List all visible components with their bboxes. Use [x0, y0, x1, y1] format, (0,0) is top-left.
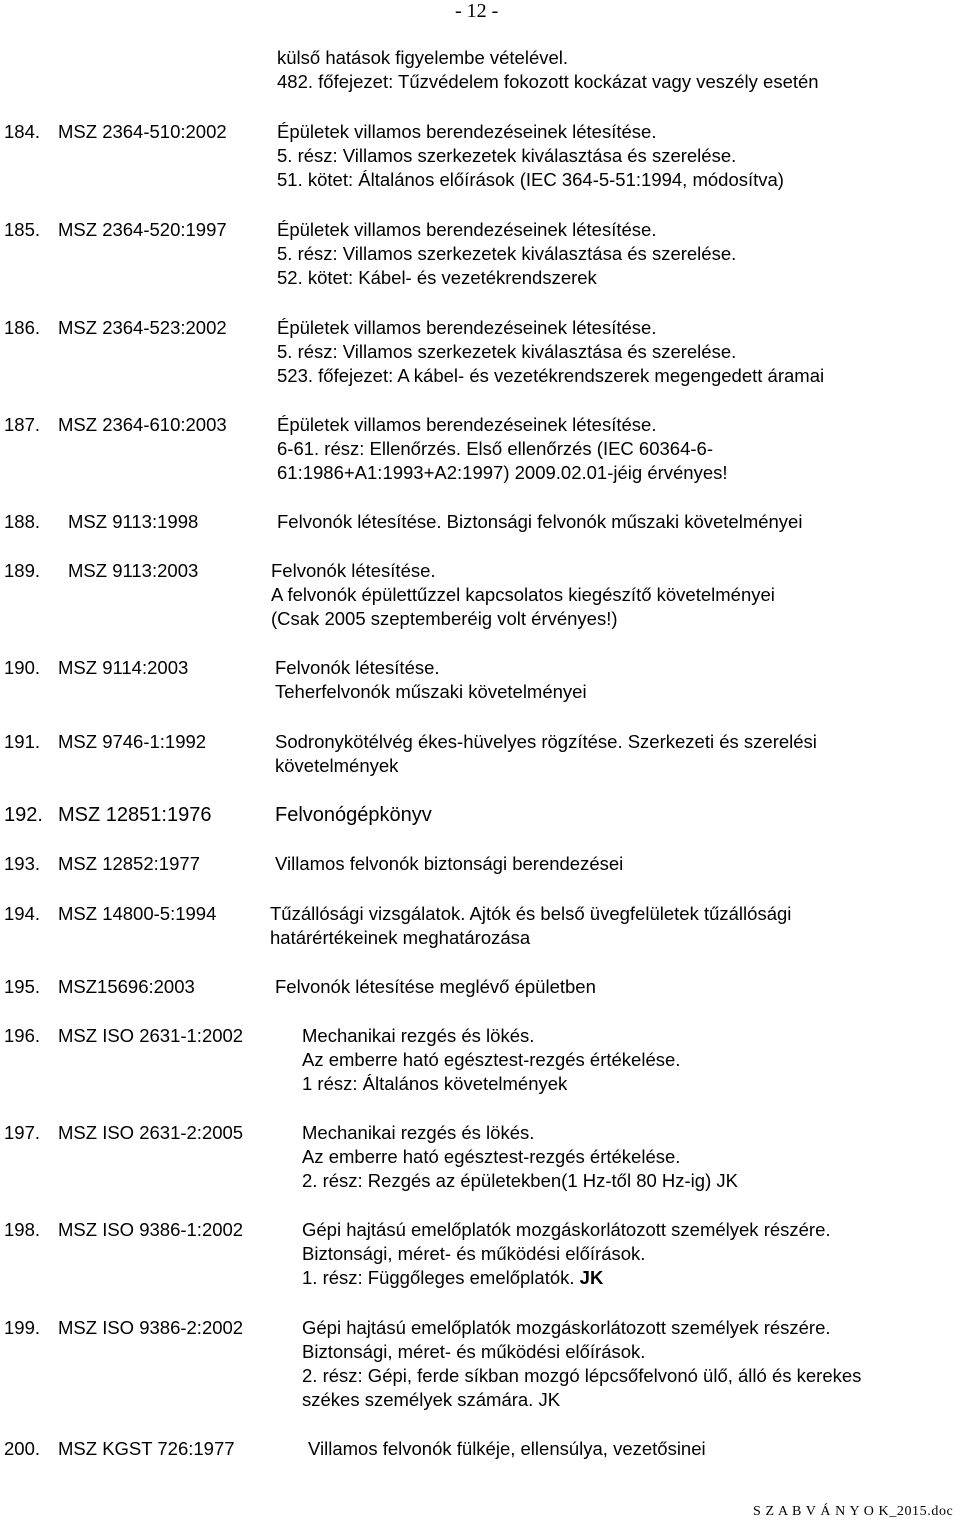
- standard-code: MSZ ISO 2631-2:2005: [58, 1122, 244, 1143]
- title-line: Felvonók létesítése. Biztonsági felvonók műszaki követelményei: [277, 511, 803, 532]
- continuation-line: 482. főfejezet: Tűzvédelem fokozott kockázat vagy veszély esetén: [277, 71, 819, 92]
- jk-mark: JK: [579, 1267, 604, 1288]
- title-line: (Csak 2005 szeptemberéig volt érvényes!): [271, 608, 618, 629]
- title-line: Biztonsági, méret- és működési előírások.: [302, 1243, 646, 1264]
- entry-number: 194.: [4, 903, 41, 924]
- title-line: 51. kötet: Általános előírások (IEC 364-5-51:1994, módosítva): [277, 169, 784, 190]
- title-line: Épületek villamos berendezéseinek létesítése.: [277, 121, 657, 142]
- standard-title: [302, 1218, 831, 1290]
- entry-number: 184.: [4, 121, 41, 142]
- continuation-text: [277, 46, 819, 94]
- standard-title: [270, 902, 791, 950]
- entry-number: 186.: [4, 317, 41, 338]
- entry-number: 200.: [4, 1438, 41, 1459]
- standard-code: MSZ 9114:2003: [58, 657, 189, 678]
- standard-code: MSZ 9113:1998: [68, 511, 199, 532]
- standard-title: [277, 413, 728, 485]
- entry-number: 195.: [4, 976, 41, 997]
- title-line: határértékeinek meghatározása: [270, 927, 531, 948]
- title-line: Villamos felvonók biztonsági berendezései: [275, 853, 624, 874]
- title-line: székes személyek számára. JK: [302, 1389, 561, 1410]
- continuation-line: külső hatások figyelembe vételével.: [277, 47, 569, 68]
- entry-number: 198.: [4, 1219, 41, 1240]
- title-line: Gépi hajtású emelőplatók mozgáskorlátozott személyek részére.: [302, 1219, 831, 1240]
- title-line: 61:1986+A1:1993+A2:1997) 2009.02.01-jéig érvényes!: [277, 462, 728, 483]
- standard-title: [275, 852, 623, 876]
- standard-title: [275, 656, 587, 704]
- standard-title: [308, 1437, 706, 1461]
- title-line: Felvonógépkönyv: [275, 804, 432, 826]
- standard-code: MSZ 2364-520:1997: [58, 219, 227, 240]
- title-line: Felvonók létesítése.: [275, 657, 440, 678]
- standard-code: MSZ 2364-510:2002: [58, 121, 227, 142]
- standard-title: [277, 218, 736, 290]
- standard-title: [302, 1121, 738, 1193]
- title-line: követelmények: [275, 755, 399, 776]
- footer-filename: S Z A B V Á N Y O K_2015.doc: [753, 1504, 954, 1519]
- entry-number: 189.: [4, 560, 41, 581]
- title-line: 6-61. rész: Ellenőrzés. Első ellenőrzés (IEC 60364-6-: [277, 438, 713, 459]
- entry-number: 197.: [4, 1122, 41, 1143]
- title-line: Épületek villamos berendezéseinek létesítése.: [277, 219, 657, 240]
- entry-number: 192.: [4, 804, 43, 826]
- entry-number: 196.: [4, 1025, 41, 1046]
- standard-title: [277, 316, 824, 388]
- title-line: Villamos felvonók fülkéje, ellensúlya, vezetősinei: [308, 1438, 706, 1459]
- standard-code: MSZ KGST 726:1977: [58, 1438, 235, 1459]
- entry-number: 193.: [4, 853, 41, 874]
- title-line: Mechanikai rezgés és lökés.: [302, 1025, 535, 1046]
- standard-code: MSZ 2364-610:2003: [58, 414, 227, 435]
- entry-number: 187.: [4, 414, 41, 435]
- entry-number: 191.: [4, 731, 41, 752]
- title-line: Az emberre ható egésztest-rezgés értékelése.: [302, 1146, 681, 1167]
- title-line: 523. főfejezet: A kábel- és vezetékrendszerek megengedett áramai: [277, 365, 825, 386]
- entry-number: 190.: [4, 657, 41, 678]
- standard-title: [277, 510, 802, 534]
- title-line: 5. rész: Villamos szerkezetek kiválasztása és szerelése.: [277, 243, 737, 264]
- standard-code: MSZ 12852:1977: [58, 853, 200, 874]
- title-line: Teherfelvonók műszaki követelményei: [275, 681, 587, 702]
- title-line: Sodronykötélvég ékes-hüvelyes rögzítése. Szerkezeti és szerelési: [275, 731, 817, 752]
- title-line: Felvonók létesítése meglévő épületben: [275, 976, 596, 997]
- standard-title: [275, 730, 817, 778]
- entry-number: 199.: [4, 1317, 41, 1338]
- standard-code: MSZ ISO 9386-1:2002: [58, 1219, 244, 1240]
- standard-code: MSZ15696:2003: [58, 976, 195, 997]
- standard-code: MSZ ISO 2631-1:2002: [58, 1025, 244, 1046]
- title-line: Tűzállósági vizsgálatok. Ajtók és belső üvegfelületek tűzállósági: [270, 903, 792, 924]
- standard-title: [302, 1024, 680, 1096]
- title-line: A felvonók épülettűzzel kapcsolatos kiegészítő követelményei: [271, 584, 775, 605]
- title-line: [302, 1266, 831, 1290]
- title-line: 2. rész: Gépi, ferde síkban mozgó lépcsőfelvonó ülő, álló és kerekes: [302, 1365, 862, 1386]
- title-line: 5. rész: Villamos szerkezetek kiválasztása és szerelése.: [277, 145, 737, 166]
- title-line: 52. kötet: Kábel- és vezetékrendszerek: [277, 267, 597, 288]
- title-line: 1 rész: Általános követelmények: [302, 1073, 568, 1094]
- entry-number: 185.: [4, 219, 41, 240]
- title-line-text: 1. rész: Függőleges emelőplatók.: [302, 1267, 575, 1288]
- title-line: Felvonók létesítése.: [271, 560, 436, 581]
- standard-title: [277, 120, 784, 192]
- title-line: Biztonsági, méret- és működési előírások.: [302, 1341, 646, 1362]
- standard-title: [275, 803, 432, 827]
- entry-number: 188.: [4, 511, 41, 532]
- standard-code: MSZ 9746-1:1992: [58, 731, 207, 752]
- standard-code: MSZ 9113:2003: [68, 560, 199, 581]
- title-line: Épületek villamos berendezéseinek létesítése.: [277, 414, 657, 435]
- standard-title: [271, 559, 775, 631]
- standard-code: MSZ 2364-523:2002: [58, 317, 227, 338]
- title-line: 2. rész: Rezgés az épületekben(1 Hz-től 80 Hz-ig) JK: [302, 1170, 738, 1191]
- title-line: 5. rész: Villamos szerkezetek kiválasztása és szerelése.: [277, 341, 737, 362]
- title-line: Mechanikai rezgés és lökés.: [302, 1122, 535, 1143]
- title-line: Gépi hajtású emelőplatók mozgáskorlátozott személyek részére.: [302, 1317, 831, 1338]
- standard-code: MSZ 12851:1976: [58, 804, 212, 826]
- title-line: Az emberre ható egésztest-rezgés értékelése.: [302, 1049, 681, 1070]
- standard-code: MSZ 14800-5:1994: [58, 903, 217, 924]
- title-line: Épületek villamos berendezéseinek létesítése.: [277, 317, 657, 338]
- standard-code: MSZ ISO 9386-2:2002: [58, 1317, 244, 1338]
- standard-title: [275, 975, 596, 999]
- page-number: - 12 -: [455, 0, 499, 22]
- standard-title: [302, 1316, 861, 1412]
